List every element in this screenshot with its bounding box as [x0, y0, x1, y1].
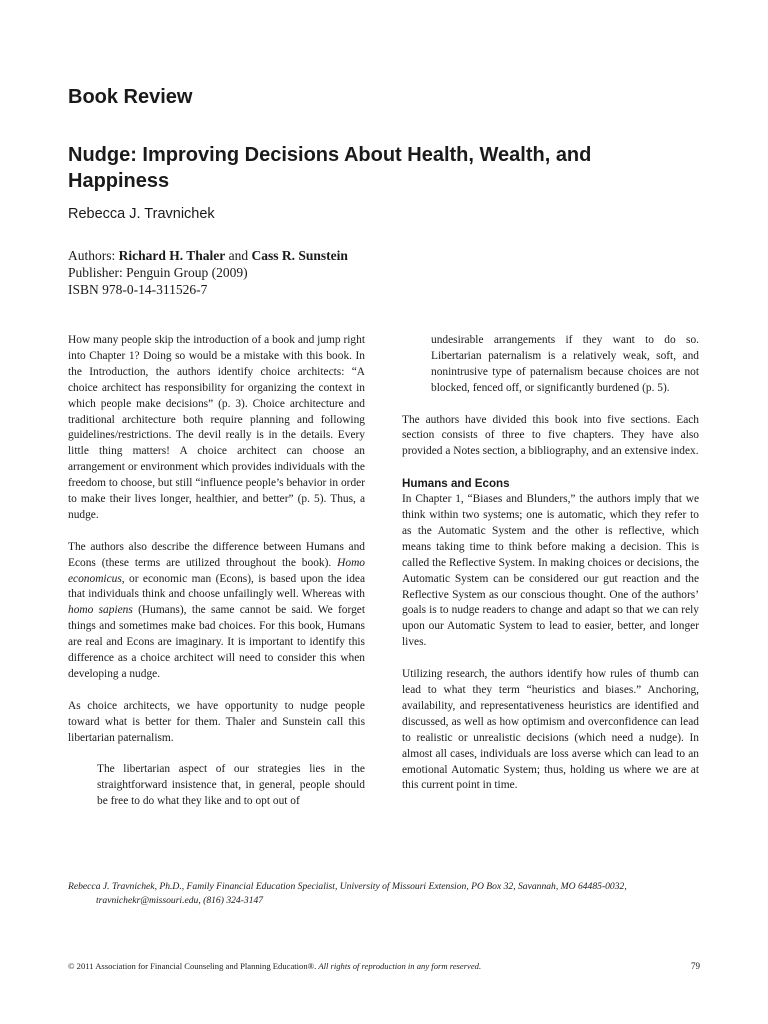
paragraph-sections: The authors have divided this book into five sections. Each section consists of three to five chapters. They have also provided a Notes section, a bibliography, and an extensive index. — [402, 413, 699, 458]
author-1: Richard H. Thaler — [118, 248, 226, 263]
italic-term: homo sapiens — [68, 604, 133, 617]
paragraph-heuristics: Utilizing research, the authors identify how rules of thumb can lead to what they term “heuristics and biases.” Anchoring, availability, and representativeness heuristics are identified and discussed, as well as how optimism and overconfidence can lead to realistic or unrealistic decisions (which need a nudge). In almost all cases, individuals are loss averse which can lead to an emotional Automatic System; thus, holding us where we are at this current point in time. — [402, 668, 699, 792]
paragraph-intro: How many people skip the introduction of a book and jump right into Chapter 1? Doing so would be a mistake with this book. In the Introduction, the authors identify choice architects: “A choice architect has responsibility for organizing the context in which people make decisions” (p. 3). Choice architecture and traditional architecture both require planning and following guidelines/restrictions. The devil really is in the details. Every little thing matters! A choice architect can choose an arrangement or environment which provides individuals with the freedom to choose, but still “influence people’s behavior in order to make their lives longer, healthier, and better” (p. 5). Thus, a nudge. — [68, 334, 365, 521]
page-footer — [68, 960, 700, 972]
left-column — [68, 333, 365, 826]
block-quote-start: The libertarian aspect of our strategies lies in the straightforward insistence that, in general, people should be free to do what they like and to opt out of — [97, 763, 365, 808]
reviewer-name: Rebecca J. Travnichek — [68, 206, 215, 222]
article-title: Nudge: Improving Decisions About Health, Wealth, and Happiness — [68, 144, 592, 192]
rights-text: All rights of reproduction in any form reserved. — [316, 961, 482, 971]
page-number: 79 — [691, 961, 700, 971]
isbn-line: ISBN 978-0-14-311526-7 — [68, 282, 208, 297]
section-label: Book Review — [68, 86, 193, 108]
author-footnote — [68, 880, 708, 908]
copyright-text: © 2011 Association for Financial Counseling and Planning Education®. — [68, 961, 317, 971]
italic-term: Homo economicus — [68, 556, 365, 585]
block-quote-end: undesirable arrangements if they want to do so. Libertarian paternalism is a relatively weak, soft, and nonintrusive type of paternalism because choices are not blocked, fenced off, or significantly burdened (p. 5). — [431, 334, 699, 394]
authors-label: Authors: — [68, 248, 119, 263]
paragraph-humans-econs — [68, 540, 365, 683]
authors-conjunction: and — [225, 248, 252, 263]
right-column — [402, 333, 699, 810]
text-span: , or economic man (Econs), is based upon the idea that individuals think and choose unfailingly well. Whereas with — [68, 572, 365, 601]
text-span: The authors also describe the difference between Humans and Econs (these terms are utilized throughout the book). — [68, 540, 365, 569]
publisher-line: Publisher: Penguin Group (2009) — [68, 265, 248, 280]
paragraph-chapter-1: In Chapter 1, “Biases and Blunders,” the authors imply that we think within two systems; one is automatic, which they refer to as the Automatic System and the other is reflective, which means taking time to think before making a decision. This is called the Reflective System. In making choices or decisions, the Automatic System can be considered our gut reaction and the Reflective System as our conscious thought. One of the authors’ goals is to nudge readers to change and adapt so that we can rely upon our Automatic System to lead to easier, better, and longer lives. — [402, 493, 699, 649]
footnote-line-1: Rebecca J. Travnichek, Ph.D., Family Financial Education Specialist, University of Missouri Extension, PO Box 32, Savannah, MO 64485-0032, — [68, 881, 627, 892]
subheading: Humans and Econs — [402, 477, 510, 491]
text-span: (Humans), the same cannot be said. We forget things and sometimes make bad choices. For this book, Humans are real and Econs are imaginary. It is important to identify this difference as a choice architect will need to consider this when developing a nudge. — [68, 604, 365, 681]
footnote-line-2: travnichekr@missouri.edu, (816) 324-3147 — [96, 895, 264, 906]
authors-line — [68, 247, 348, 264]
paragraph-choice-architects: As choice architects, we have opportunity to nudge people toward what is better for them. Thaler and Sunstein call this libertarian paternalism. — [68, 699, 365, 744]
book-metadata — [68, 247, 348, 298]
author-2: Cass R. Sunstein — [251, 248, 348, 263]
